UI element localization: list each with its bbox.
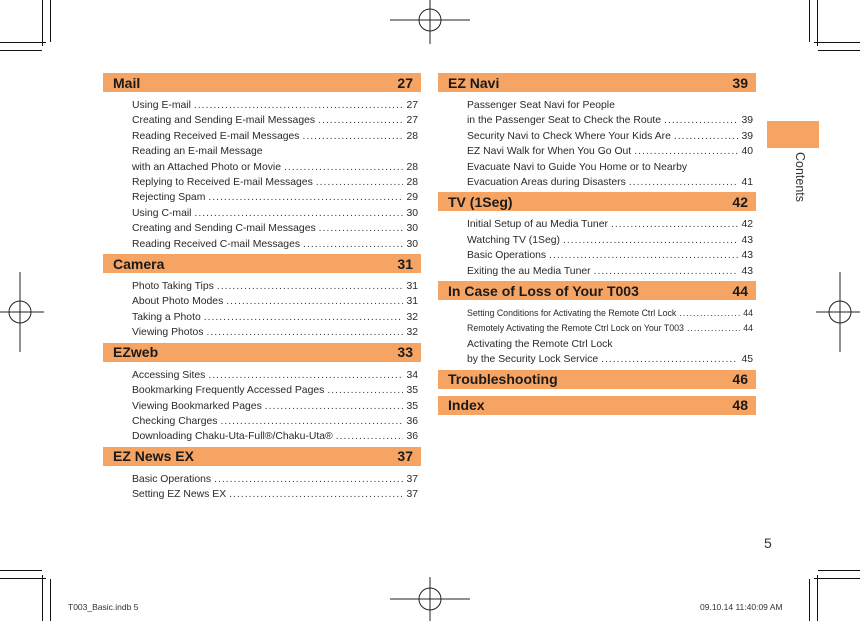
crop-mark bbox=[0, 570, 42, 571]
toc-entry[interactable] bbox=[132, 294, 418, 309]
toc-entry-title: in the Passenger Seat to Check the Route bbox=[467, 115, 662, 127]
section-entries bbox=[438, 94, 756, 192]
toc-entry-page: 36 bbox=[406, 415, 418, 427]
toc-entry-title: Using C-mail bbox=[132, 207, 192, 219]
toc-entry-title: Taking a Photo bbox=[132, 311, 201, 323]
toc-entry[interactable] bbox=[132, 399, 418, 414]
toc-entry-page: 31 bbox=[406, 296, 418, 308]
crop-mark bbox=[42, 575, 43, 621]
toc-entry-page: 39 bbox=[741, 115, 753, 127]
section-title: Index bbox=[448, 397, 485, 414]
dot-leader bbox=[318, 113, 403, 128]
registration-mark-top bbox=[390, 0, 470, 44]
toc-entry-page: 37 bbox=[406, 473, 418, 485]
dot-leader bbox=[226, 294, 403, 309]
dot-leader bbox=[217, 279, 404, 294]
toc-entry-page: 39 bbox=[741, 130, 753, 142]
toc-entry-line: Activating the Remote Ctrl Lock bbox=[467, 338, 613, 350]
toc-entry-title: Basic Operations bbox=[132, 473, 212, 485]
toc-entry[interactable] bbox=[467, 233, 753, 248]
toc-entry-page: 45 bbox=[741, 354, 753, 366]
toc-right-column bbox=[438, 73, 756, 422]
crop-mark bbox=[809, 579, 810, 621]
toc-left-column bbox=[103, 73, 421, 505]
toc-entry-page: 32 bbox=[406, 311, 418, 323]
toc-entry-page: 44 bbox=[743, 308, 753, 319]
dot-leader bbox=[601, 352, 738, 367]
crop-mark bbox=[0, 578, 46, 579]
section-entries bbox=[103, 364, 421, 447]
toc-entry-page: 44 bbox=[743, 323, 753, 334]
dot-leader bbox=[302, 129, 403, 144]
toc-entry-title: Setting Conditions for Activating the Remote Ctrl Lock bbox=[467, 308, 677, 319]
toc-entry-title: Viewing Bookmarked Pages bbox=[132, 400, 262, 412]
toc-entry-page: 42 bbox=[741, 219, 753, 231]
section-page: 42 bbox=[732, 193, 748, 210]
toc-entry[interactable] bbox=[132, 190, 418, 205]
toc-entry-page: 32 bbox=[406, 327, 418, 339]
toc-entry[interactable] bbox=[467, 175, 753, 190]
crop-mark bbox=[814, 42, 860, 43]
toc-entry-title: by the Security Lock Service bbox=[467, 354, 599, 366]
toc-entry[interactable] bbox=[132, 472, 418, 487]
registration-mark-bottom bbox=[390, 577, 470, 621]
toc-entry-page: 28 bbox=[406, 161, 418, 173]
section-title: Troubleshooting bbox=[448, 371, 558, 388]
toc-entry-title: Watching TV (1Seg) bbox=[467, 234, 560, 246]
toc-entry-title: Security Navi to Check Where Your Kids Are bbox=[467, 130, 671, 142]
toc-entry[interactable] bbox=[132, 237, 418, 252]
toc-entry[interactable] bbox=[132, 368, 418, 383]
section-header[interactable] bbox=[103, 447, 421, 466]
toc-entry-title: EZ Navi Walk for When You Go Out bbox=[467, 146, 632, 158]
dot-leader bbox=[208, 368, 403, 383]
dot-leader bbox=[687, 321, 740, 336]
dot-leader bbox=[194, 206, 403, 221]
toc-entry-page: 37 bbox=[406, 489, 418, 501]
crop-mark bbox=[0, 42, 46, 43]
toc-entry-title: Bookmarking Frequently Accessed Pages bbox=[132, 385, 325, 397]
toc-entry-title: Checking Charges bbox=[132, 415, 218, 427]
crop-mark bbox=[818, 50, 860, 51]
toc-entry-title: Evacuation Areas during Disasters bbox=[467, 177, 626, 189]
section-header[interactable] bbox=[103, 254, 421, 273]
dot-leader bbox=[206, 325, 403, 340]
section-title: EZ News EX bbox=[113, 448, 194, 465]
toc-entry[interactable] bbox=[467, 113, 753, 128]
toc-entry-title: with an Attached Photo or Movie bbox=[132, 161, 282, 173]
dot-leader bbox=[634, 144, 738, 159]
registration-mark-left bbox=[0, 272, 44, 352]
crop-mark bbox=[50, 579, 51, 621]
page-number: 5 bbox=[764, 535, 772, 551]
toc-entry-title: Photo Taking Tips bbox=[132, 281, 214, 293]
crop-mark bbox=[42, 0, 43, 46]
toc-entry-page: 43 bbox=[741, 250, 753, 262]
toc-entry-page: 30 bbox=[406, 207, 418, 219]
section-page: 37 bbox=[397, 448, 413, 465]
section-entries bbox=[438, 302, 756, 370]
toc-entry-title: Accessing Sites bbox=[132, 369, 206, 381]
toc-entry-title: Reading Received E-mail Messages bbox=[132, 130, 300, 142]
toc-entry-title: About Photo Modes bbox=[132, 296, 224, 308]
toc-entry-title: Exiting the au Media Tuner bbox=[467, 265, 591, 277]
toc-entry-page: 35 bbox=[406, 400, 418, 412]
toc-entry-title: Creating and Sending E-mail Messages bbox=[132, 115, 316, 127]
side-label: Contents bbox=[793, 152, 807, 203]
footer-timestamp: 09.10.14 11:40:09 AM bbox=[700, 602, 783, 612]
toc-entry[interactable] bbox=[467, 264, 753, 279]
section-page: 46 bbox=[732, 371, 748, 388]
toc-entry[interactable] bbox=[467, 217, 753, 232]
toc-entry[interactable] bbox=[132, 175, 418, 190]
section-header[interactable] bbox=[103, 73, 421, 92]
dot-leader bbox=[327, 383, 403, 398]
toc-entry[interactable] bbox=[132, 98, 418, 113]
toc-entry-page: 34 bbox=[406, 369, 418, 381]
toc-entry-page: 43 bbox=[741, 234, 753, 246]
section-title: EZ Navi bbox=[448, 74, 500, 91]
toc-entry-page: 36 bbox=[406, 431, 418, 443]
section-title: Camera bbox=[113, 255, 165, 272]
dot-leader bbox=[303, 237, 403, 252]
dot-leader bbox=[629, 175, 739, 190]
toc-entry-title: Basic Operations bbox=[467, 250, 547, 262]
section-title: TV (1Seg) bbox=[448, 193, 513, 210]
dot-leader bbox=[208, 190, 403, 205]
section-page: 27 bbox=[397, 74, 413, 91]
toc-entry-title: Using E-mail bbox=[132, 100, 191, 111]
dot-leader bbox=[336, 429, 404, 444]
dot-leader bbox=[674, 129, 739, 144]
toc-entry[interactable] bbox=[132, 310, 418, 325]
toc-entry-page: 27 bbox=[406, 115, 418, 127]
section-header[interactable] bbox=[438, 192, 756, 211]
toc-entry[interactable] bbox=[467, 321, 753, 336]
toc-entry[interactable] bbox=[132, 160, 418, 175]
toc-entry-page: 30 bbox=[406, 238, 418, 250]
footer-filename: T003_Basic.indb 5 bbox=[68, 602, 139, 612]
crop-mark bbox=[817, 575, 818, 621]
section-header[interactable] bbox=[103, 343, 421, 362]
dot-leader bbox=[594, 264, 739, 279]
section-header[interactable] bbox=[438, 73, 756, 92]
dot-leader bbox=[204, 310, 404, 325]
dot-leader bbox=[549, 248, 738, 263]
toc-entry-page: 43 bbox=[741, 265, 753, 277]
toc-entry-page: 27 bbox=[406, 100, 418, 111]
toc-entry[interactable] bbox=[132, 383, 418, 398]
crop-mark bbox=[814, 578, 860, 579]
dot-leader bbox=[265, 399, 404, 414]
crop-mark bbox=[817, 0, 818, 46]
toc-entry-line: Reading an E-mail Message bbox=[132, 146, 263, 158]
toc-entry-page: 31 bbox=[406, 281, 418, 293]
section-page: 31 bbox=[397, 255, 413, 272]
dot-leader bbox=[229, 487, 403, 502]
toc-entry[interactable] bbox=[132, 429, 418, 444]
toc-entry[interactable] bbox=[132, 113, 418, 128]
section-page: 44 bbox=[732, 282, 748, 299]
section-entries bbox=[103, 275, 421, 343]
section-entries bbox=[103, 468, 421, 505]
toc-entry-page: 28 bbox=[406, 130, 418, 142]
toc-entry-page: 40 bbox=[741, 146, 753, 158]
section-title: EZweb bbox=[113, 344, 159, 361]
dot-leader bbox=[679, 306, 740, 321]
section-page: 48 bbox=[732, 397, 748, 414]
toc-entry[interactable] bbox=[467, 352, 753, 367]
section-page: 33 bbox=[397, 344, 413, 361]
dot-leader bbox=[319, 221, 404, 236]
toc-entry[interactable] bbox=[467, 144, 753, 159]
dot-leader bbox=[220, 414, 403, 429]
toc-entry[interactable] bbox=[132, 206, 418, 221]
dot-leader bbox=[611, 217, 738, 232]
toc-entry[interactable] bbox=[467, 248, 753, 263]
section-entries bbox=[438, 417, 756, 422]
crop-mark bbox=[809, 0, 810, 42]
toc-entry-title: Initial Setup of au Media Tuner bbox=[467, 219, 608, 231]
contents-tab bbox=[767, 121, 819, 148]
toc-entry-line: Evacuate Navi to Guide You Home or to Nearby bbox=[467, 161, 688, 173]
section-header[interactable] bbox=[438, 396, 756, 415]
toc-entry-title: Replying to Received E-mail Messages bbox=[132, 177, 313, 189]
dot-leader bbox=[214, 472, 403, 487]
dot-leader bbox=[316, 175, 404, 190]
section-title: In Case of Loss of Your T003 bbox=[448, 282, 639, 299]
section-page: 39 bbox=[732, 74, 748, 91]
toc-entry-title: Downloading Chaku-Uta-Full®/Chaku-Uta® bbox=[132, 431, 333, 443]
toc-entry-title: Rejecting Spam bbox=[132, 192, 206, 204]
toc-entry[interactable] bbox=[467, 306, 753, 321]
toc-entry[interactable] bbox=[132, 325, 418, 340]
toc-entry[interactable] bbox=[132, 129, 418, 144]
section-header[interactable] bbox=[438, 370, 756, 389]
dot-leader bbox=[563, 233, 738, 248]
section-entries bbox=[103, 94, 421, 254]
toc-entry-title: Reading Received C-mail Messages bbox=[132, 238, 301, 250]
toc-entry-title: Remotely Activating the Remote Ctrl Lock on Your T003 bbox=[467, 323, 684, 334]
toc-entry-page: 29 bbox=[406, 192, 418, 204]
registration-mark-right bbox=[816, 272, 860, 352]
crop-mark bbox=[818, 570, 860, 571]
toc-entry[interactable] bbox=[132, 221, 418, 236]
toc-entry-page: 30 bbox=[406, 223, 418, 235]
dot-leader bbox=[664, 113, 738, 128]
section-entries bbox=[438, 213, 756, 281]
toc-entry[interactable] bbox=[132, 487, 418, 502]
toc-entry[interactable] bbox=[132, 279, 418, 294]
crop-mark bbox=[0, 50, 42, 51]
toc-entry-page: 41 bbox=[741, 177, 753, 189]
toc-entry[interactable] bbox=[132, 414, 418, 429]
section-title: Mail bbox=[113, 74, 141, 91]
toc-entry-page: 35 bbox=[406, 385, 418, 397]
toc-entry[interactable] bbox=[467, 129, 753, 144]
toc-entry-page: 28 bbox=[406, 177, 418, 189]
dot-leader bbox=[194, 98, 404, 113]
toc-entry-line: Passenger Seat Navi for People bbox=[467, 100, 615, 111]
toc-entry-title: Viewing Photos bbox=[132, 327, 204, 339]
section-header[interactable] bbox=[438, 281, 756, 300]
crop-mark bbox=[50, 0, 51, 42]
dot-leader bbox=[284, 160, 403, 175]
toc-entry-title: Setting EZ News EX bbox=[132, 489, 227, 501]
toc-entry-title: Creating and Sending C-mail Messages bbox=[132, 223, 316, 235]
